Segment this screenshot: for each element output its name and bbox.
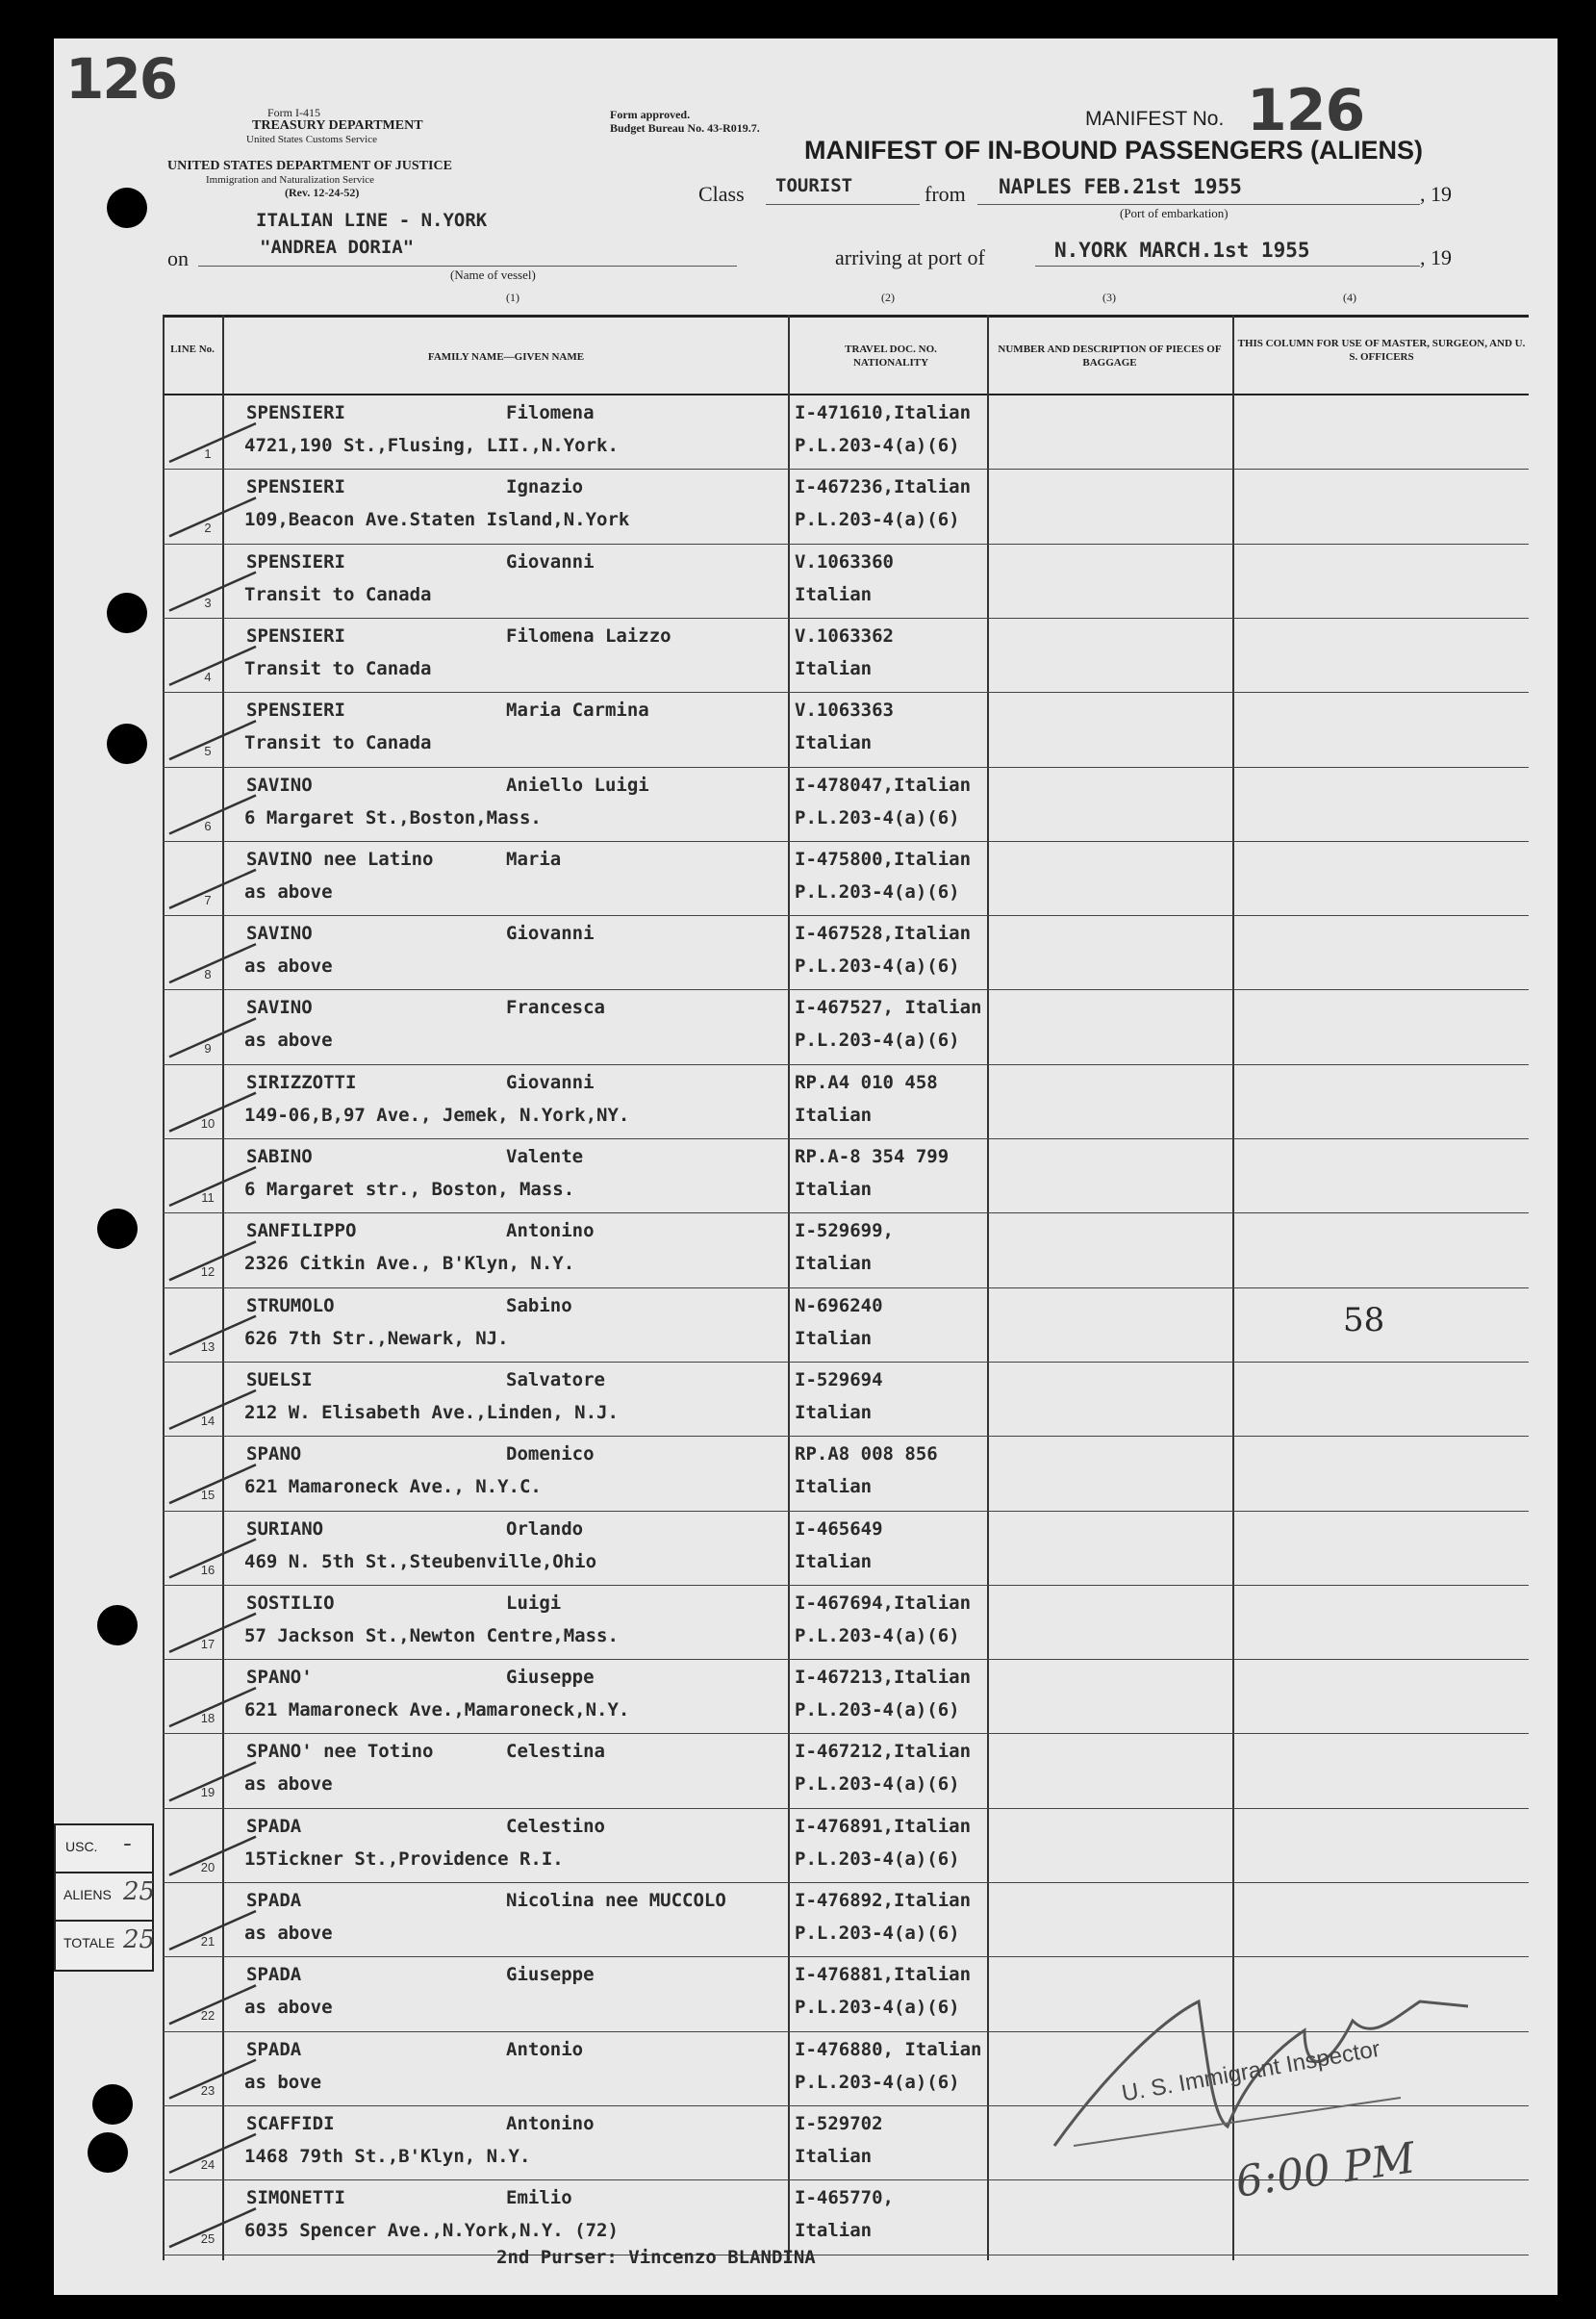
- line-number: 25: [200, 2231, 215, 2247]
- budget-bureau: Budget Bureau No. 43-R019.7.: [610, 121, 760, 135]
- form-approved: Form approved.: [610, 108, 691, 121]
- given-name: Filomena: [506, 402, 595, 423]
- col-line-no: LINE No.: [170, 344, 215, 355]
- manifest-sheet: [54, 38, 1558, 2295]
- count-58: 58: [1343, 1301, 1385, 1339]
- given-name: Orlando: [506, 1517, 584, 1540]
- aliens-box: [54, 1872, 154, 1924]
- arriving-underline: [1035, 266, 1420, 267]
- nationality: P.L.203-4(a)(6): [795, 806, 960, 828]
- line-number: 24: [200, 2156, 215, 2172]
- address: 2326 Citkin Ave., B'Klyn, N.Y.: [244, 1253, 575, 1275]
- family-name: SPANO' nee Totino: [246, 1741, 434, 1763]
- family-name: SIRIZZOTTI: [246, 1071, 357, 1093]
- line-number: 14: [200, 1413, 215, 1428]
- line-number: 22: [200, 2008, 215, 2024]
- family-name: SIMONETTI: [246, 2187, 345, 2209]
- class-label: Class: [698, 182, 745, 206]
- line-number: 20: [200, 1859, 215, 1874]
- family-name: SANFILIPPO: [246, 1220, 357, 1242]
- class-value: TOURIST: [775, 175, 853, 196]
- family-name: SPADA: [246, 2038, 302, 2060]
- family-name: SAVINO: [246, 774, 313, 796]
- travel-doc: I-476881,Italian: [795, 1964, 972, 1986]
- binder-hole: [107, 724, 147, 764]
- family-name: SOSTILIO: [246, 1592, 335, 1614]
- col-num-3: (3): [1102, 291, 1116, 304]
- nationality: P.L.203-4(a)(6): [795, 1030, 960, 1052]
- given-name: Antonino: [506, 1220, 595, 1242]
- nationality: P.L.203-4(a)(6): [795, 880, 960, 903]
- travel-doc: I-476892,Italian: [795, 1890, 972, 1911]
- given-name: Celestina: [506, 1741, 605, 1763]
- travel-doc: I-467694,Italian: [795, 1592, 972, 1614]
- address: 149-06,B,97 Ave., Jemek, N.York,NY.: [244, 1104, 630, 1126]
- inspector-stamp: U. S. Immigrant Inspector: [1120, 2035, 1382, 2107]
- year-label: , 19: [1420, 182, 1452, 206]
- tick-mark: [169, 1614, 256, 1652]
- col-name: FAMILY NAME—GIVEN NAME: [427, 351, 585, 363]
- tick-mark: [169, 796, 256, 834]
- address: 109,Beacon Ave.Staten Island,N.York: [244, 509, 630, 531]
- address: 621 Mamaroneck Ave., N.Y.C.: [244, 1476, 542, 1498]
- table-top-rule: [163, 315, 1529, 318]
- nationality: Italian: [795, 2220, 873, 2242]
- given-name: Filomena Laizzo: [506, 624, 671, 647]
- treasury-dept: TREASURY DEPARTMENT: [252, 118, 423, 133]
- travel-doc: I-529699,: [795, 1220, 894, 1242]
- nationality: P.L.203-4(a)(6): [795, 1624, 960, 1646]
- given-name: Maria: [506, 848, 562, 870]
- binder-hole: [92, 2084, 133, 2125]
- manifest-title: MANIFEST OF IN-BOUND PASSENGERS (ALIENS): [804, 136, 1424, 165]
- tick-mark: [169, 2208, 256, 2247]
- address: as above: [244, 1997, 333, 2019]
- travel-doc: I-467213,Italian: [795, 1667, 972, 1689]
- class-underline: [766, 204, 920, 205]
- travel-doc: I-476880, Italian: [795, 2038, 982, 2060]
- from-underline: [977, 204, 1420, 205]
- stamp-number: 126: [65, 46, 177, 112]
- nationality: Italian: [795, 1401, 873, 1423]
- line-value: ITALIAN LINE - N.YORK: [256, 210, 488, 231]
- tick-mark: [169, 1985, 256, 2024]
- tick-mark: [169, 1762, 256, 1800]
- nationality: Italian: [795, 1476, 873, 1498]
- aliens-label: ALIENS: [63, 1887, 112, 1902]
- tick-mark: [169, 1688, 256, 1726]
- address: as above: [244, 1773, 333, 1796]
- tick-marks: [150, 404, 381, 2295]
- purser-line: 2nd Purser: Vincenzo BLANDINA: [496, 2247, 816, 2268]
- line-number: 8: [204, 967, 212, 982]
- given-name: Luigi: [506, 1592, 562, 1614]
- nationality: P.L.203-4(a)(6): [795, 2071, 960, 2093]
- family-name: SAVINO nee Latino: [246, 848, 434, 870]
- form-no: Form I-415: [267, 106, 320, 119]
- tick-mark: [169, 1540, 256, 1578]
- given-name: Emilio: [506, 2187, 572, 2209]
- manifest-no: 126: [1247, 77, 1365, 144]
- nationality: Italian: [795, 657, 873, 679]
- given-name: Giovanni: [506, 923, 595, 945]
- vessel-label: (Name of vessel): [450, 268, 536, 282]
- given-name: Giuseppe: [506, 1964, 595, 1986]
- nationality: Italian: [795, 1179, 873, 1200]
- nationality: Italian: [795, 1327, 873, 1349]
- tick-mark: [169, 1093, 256, 1132]
- family-name: SABINO: [246, 1146, 313, 1167]
- address: 212 W. Elisabeth Ave.,Linden, N.J.: [244, 1401, 619, 1423]
- col-num-2: (2): [881, 291, 895, 304]
- given-name: Ignazio: [506, 476, 584, 498]
- arriving-value: N.YORK MARCH.1st 1955: [1054, 239, 1310, 262]
- tick-mark: [169, 944, 256, 982]
- given-name: Celestino: [506, 1815, 605, 1837]
- address: 469 N. 5th St.,Steubenville,Ohio: [244, 1550, 597, 1572]
- family-name: SPENSIERI: [246, 402, 345, 423]
- family-name: SURIANO: [246, 1517, 324, 1540]
- binder-hole: [107, 593, 147, 633]
- address: 621 Mamaroneck Ave.,Mamaroneck,N.Y.: [244, 1699, 630, 1721]
- line-number: 16: [200, 1562, 215, 1577]
- address: 6035 Spencer Ave.,N.York,N.Y. (72): [244, 2220, 619, 2242]
- nationality: Italian: [795, 2145, 873, 2167]
- address: as above: [244, 880, 333, 903]
- line-number: 15: [200, 1488, 215, 1503]
- address: Transit to Canada: [244, 657, 432, 679]
- travel-doc: V.1063362: [795, 624, 894, 647]
- travel-doc: V.1063363: [795, 700, 894, 722]
- line-number: 1: [204, 446, 212, 461]
- given-name: Maria Carmina: [506, 700, 649, 722]
- line-number: 19: [200, 1785, 215, 1800]
- travel-doc: I-465770,: [795, 2187, 894, 2209]
- given-name: Giovanni: [506, 550, 595, 573]
- total-label: TOTALE: [63, 1935, 115, 1950]
- given-name: Antonio: [506, 2038, 584, 2060]
- family-name: SPANO: [246, 1443, 302, 1465]
- line-number: 17: [200, 1636, 215, 1651]
- given-name: Aniello Luigi: [506, 774, 649, 796]
- time-note: 6:00 PM: [1232, 2133, 1419, 2207]
- address: as above: [244, 1030, 333, 1052]
- line-number: 7: [204, 892, 212, 907]
- line-number: 21: [200, 1934, 215, 1949]
- line-number: 13: [200, 1338, 215, 1354]
- vessel-value: "ANDREA DORIA": [260, 237, 415, 258]
- nationality: P.L.203-4(a)(6): [795, 1923, 960, 1944]
- nationality: P.L.203-4(a)(6): [795, 435, 960, 456]
- travel-doc: I-529702: [795, 2112, 883, 2134]
- arriving-label: arriving at port of: [835, 245, 985, 269]
- col-baggage: NUMBER AND DESCRIPTION OF PIECES OF BAGGAGE: [998, 344, 1222, 369]
- nationality: Italian: [795, 583, 873, 605]
- ins-service: Immigration and Naturalization Service: [206, 174, 375, 186]
- table-header-rule: [163, 394, 1529, 395]
- given-name: Giovanni: [506, 1071, 595, 1093]
- travel-doc: I-467236,Italian: [795, 476, 972, 498]
- address: 626 7th Str.,Newark, NJ.: [244, 1327, 509, 1349]
- binder-hole: [88, 2132, 128, 2173]
- family-name: SPENSIERI: [246, 700, 345, 722]
- line-number: 3: [204, 595, 212, 610]
- address: as above: [244, 956, 333, 978]
- tick-mark: [169, 497, 256, 536]
- address: 4721,190 St.,Flusing, LII.,N.York.: [244, 435, 619, 456]
- travel-doc: I-529694: [795, 1368, 883, 1390]
- given-name: Nicolina nee MUCCOLO: [506, 1890, 726, 1911]
- customs-service: United States Customs Service: [246, 134, 377, 145]
- nationality: Italian: [795, 1104, 873, 1126]
- family-name: SPANO': [246, 1667, 313, 1689]
- address: 1468 79th St.,B'Klyn, N.Y.: [244, 2145, 531, 2167]
- from-label: from: [925, 182, 966, 206]
- tick-mark: [169, 1167, 256, 1206]
- nationality: Italian: [795, 1253, 873, 1275]
- nationality: Italian: [795, 732, 873, 754]
- family-name: SCAFFIDI: [246, 2112, 335, 2134]
- usc-label: USC.: [65, 1839, 98, 1854]
- manifest-no-label: MANIFEST No.: [1085, 108, 1225, 130]
- travel-doc: I-475800,Italian: [795, 848, 972, 870]
- travel-doc: I-476891,Italian: [795, 1815, 972, 1837]
- col-travel: TRAVEL DOC. NO. NATIONALITY: [845, 344, 937, 369]
- tick-mark: [169, 1837, 256, 1875]
- travel-doc: V.1063360: [795, 550, 894, 573]
- nationality: P.L.203-4(a)(6): [795, 509, 960, 531]
- line-number: 11: [201, 1190, 215, 1205]
- address: Transit to Canada: [244, 583, 432, 605]
- family-name: SPENSIERI: [246, 624, 345, 647]
- nationality: P.L.203-4(a)(6): [795, 1773, 960, 1796]
- given-name: Valente: [506, 1146, 584, 1167]
- travel-doc: I-467528,Italian: [795, 923, 972, 945]
- col-num-1: (1): [506, 291, 519, 304]
- tick-mark: [169, 1316, 256, 1355]
- tick-mark: [169, 870, 256, 908]
- travel-doc: N-696240: [795, 1294, 883, 1316]
- travel-doc: I-471610,Italian: [795, 402, 972, 423]
- address: 57 Jackson St.,Newton Centre,Mass.: [244, 1624, 619, 1646]
- given-name: Francesca: [506, 997, 605, 1019]
- line-number: 12: [200, 1264, 215, 1280]
- nationality: P.L.203-4(a)(6): [795, 1699, 960, 1721]
- tick-mark: [169, 647, 256, 685]
- from-value: NAPLES FEB.21st 1955: [999, 175, 1242, 198]
- address: as above: [244, 1923, 333, 1944]
- nationality: P.L.203-4(a)(6): [795, 1997, 960, 2019]
- tick-mark: [169, 2134, 256, 2173]
- line-number: 10: [200, 1115, 215, 1131]
- family-name: SPENSIERI: [246, 550, 345, 573]
- nationality: P.L.203-4(a)(6): [795, 1848, 960, 1870]
- tick-mark: [169, 721, 256, 759]
- tick-mark: [169, 1465, 256, 1503]
- family-name: SPADA: [246, 1964, 302, 1986]
- address: 15Tickner St.,Providence R.I.: [244, 1848, 564, 1870]
- usc-value: -: [123, 1829, 132, 1858]
- year-label-2: , 19: [1420, 245, 1452, 269]
- address: 6 Margaret str., Boston, Mass.: [244, 1179, 575, 1200]
- justice-dept: UNITED STATES DEPARTMENT OF JUSTICE: [167, 159, 452, 173]
- nationality: Italian: [795, 1550, 873, 1572]
- col-officers: THIS COLUMN FOR USE OF MASTER, SURGEON, AND U. S. OFFICERS: [1237, 338, 1526, 363]
- family-name: SPADA: [246, 1815, 302, 1837]
- tick-mark: [169, 573, 256, 611]
- given-name: Antonino: [506, 2112, 595, 2134]
- travel-doc: RP.A4 010 458: [795, 1071, 938, 1093]
- line-number: 2: [204, 521, 212, 536]
- travel-doc: I-467212,Italian: [795, 1741, 972, 1763]
- given-name: Salvatore: [506, 1368, 605, 1390]
- usc-box: [54, 1823, 154, 1875]
- aliens-value: 25: [123, 1877, 156, 1906]
- col-num-4: (4): [1343, 291, 1356, 304]
- nationality: P.L.203-4(a)(6): [795, 956, 960, 978]
- address: 6 Margaret St.,Boston,Mass.: [244, 806, 542, 828]
- line-number: 18: [200, 1711, 215, 1726]
- travel-doc: I-478047,Italian: [795, 774, 972, 796]
- given-name: Giuseppe: [506, 1667, 595, 1689]
- family-name: SAVINO: [246, 923, 313, 945]
- tick-mark: [169, 1390, 256, 1429]
- tick-mark: [169, 423, 256, 462]
- family-name: SPADA: [246, 1890, 302, 1911]
- family-name: SPENSIERI: [246, 476, 345, 498]
- travel-doc: I-465649: [795, 1517, 883, 1540]
- total-box: [54, 1920, 154, 1972]
- address: Transit to Canada: [244, 732, 432, 754]
- tick-mark: [169, 1241, 256, 1280]
- travel-doc: RP.A-8 354 799: [795, 1146, 950, 1167]
- port-embark-label: (Port of embarkation): [1120, 206, 1229, 220]
- line-number: 4: [204, 669, 212, 684]
- binder-hole: [97, 1209, 138, 1249]
- tick-mark: [169, 1911, 256, 1949]
- line-number: 23: [200, 2082, 215, 2098]
- vessel-underline: [198, 266, 737, 267]
- family-name: SAVINO: [246, 997, 313, 1019]
- line-number: 9: [204, 1041, 212, 1057]
- line-number: 6: [204, 818, 212, 833]
- given-name: Sabino: [506, 1294, 572, 1316]
- line-number: 5: [204, 744, 212, 759]
- family-name: STRUMOLO: [246, 1294, 335, 1316]
- binder-hole: [107, 188, 147, 228]
- family-name: SUELSI: [246, 1368, 313, 1390]
- travel-doc: I-467527, Italian: [795, 997, 982, 1019]
- given-name: Domenico: [506, 1443, 595, 1465]
- revision: (Rev. 12-24-52): [285, 186, 360, 199]
- address: as bove: [244, 2071, 322, 2093]
- binder-hole: [97, 1605, 138, 1645]
- tick-mark: [169, 1018, 256, 1057]
- tick-mark: [169, 2060, 256, 2099]
- travel-doc: RP.A8 008 856: [795, 1443, 938, 1465]
- total-value: 25: [123, 1925, 156, 1954]
- on-label: on: [167, 246, 189, 270]
